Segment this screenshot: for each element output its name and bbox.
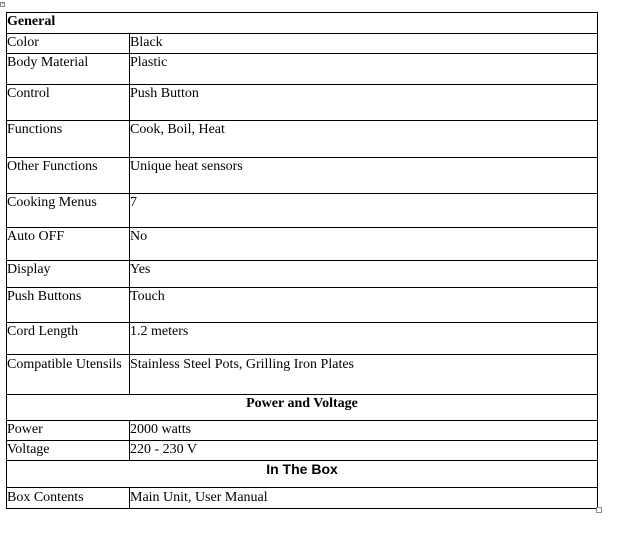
section-header-power: Power and Voltage <box>7 395 598 421</box>
table-row <box>7 261 598 288</box>
row-label-display: Display <box>7 261 130 288</box>
section-header-general: General <box>7 13 598 34</box>
section-header-row <box>7 395 598 421</box>
row-value-color: Black <box>130 34 598 54</box>
table-row <box>7 421 598 441</box>
table-row <box>7 288 598 323</box>
row-label-compatible-utensils: Compatible Utensils <box>7 355 130 395</box>
row-value-compatible-utensils: Stainless Steel Pots, Grilling Iron Plates <box>130 355 598 395</box>
section-header-row <box>7 461 598 488</box>
table-row <box>7 54 598 85</box>
row-label-control: Control <box>7 85 130 121</box>
table-resize-handle-icon[interactable] <box>596 507 602 513</box>
row-value-functions: Cook, Boil, Heat <box>130 121 598 158</box>
section-header-row <box>7 13 598 34</box>
row-value-auto-off: No <box>130 228 598 261</box>
row-value-body-material: Plastic <box>130 54 598 85</box>
table-row <box>7 228 598 261</box>
section-header-in-the-box: In The Box <box>7 461 598 488</box>
row-label-color: Color <box>7 34 130 54</box>
row-value-voltage: 220 - 230 V <box>130 441 598 461</box>
row-value-display: Yes <box>130 261 598 288</box>
row-label-other-functions: Other Functions <box>7 158 130 194</box>
table-row <box>7 441 598 461</box>
row-value-cord-length: 1.2 meters <box>130 323 598 355</box>
table-row <box>7 488 598 509</box>
row-label-voltage: Voltage <box>7 441 130 461</box>
row-label-box-contents: Box Contents <box>7 488 130 509</box>
row-label-functions: Functions <box>7 121 130 158</box>
row-label-push-buttons: Push Buttons <box>7 288 130 323</box>
table-row <box>7 34 598 54</box>
row-value-cooking-menus: 7 <box>130 194 598 228</box>
table-row <box>7 85 598 121</box>
row-label-cooking-menus: Cooking Menus <box>7 194 130 228</box>
table-row <box>7 121 598 158</box>
row-value-control: Push Button <box>130 85 598 121</box>
row-label-auto-off: Auto OFF <box>7 228 130 261</box>
row-label-body-material: Body Material <box>7 54 130 85</box>
table-row <box>7 194 598 228</box>
row-value-push-buttons: Touch <box>130 288 598 323</box>
table-row <box>7 323 598 355</box>
spec-table <box>6 12 598 509</box>
row-value-other-functions: Unique heat sensors <box>130 158 598 194</box>
table-row <box>7 355 598 395</box>
table-move-handle-icon[interactable]: + <box>1 2 5 8</box>
table-row <box>7 158 598 194</box>
row-label-power: Power <box>7 421 130 441</box>
row-value-power: 2000 watts <box>130 421 598 441</box>
row-label-cord-length: Cord Length <box>7 323 130 355</box>
row-value-box-contents: Main Unit, User Manual <box>130 488 598 509</box>
